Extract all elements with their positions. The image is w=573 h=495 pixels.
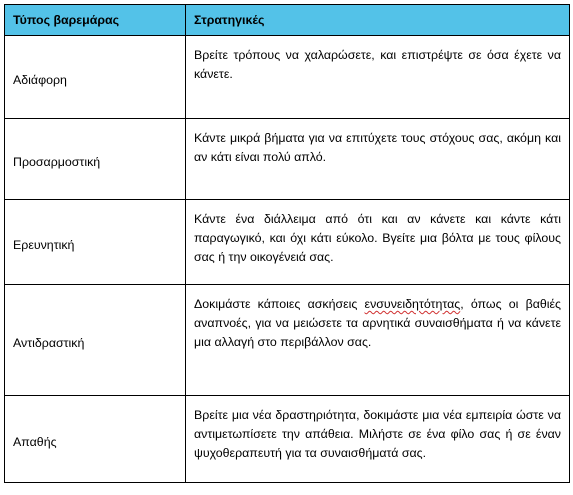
cell-strategy: Βρείτε μια νέα δραστηριότητα, δοκιμάστε μια νέα εμπειρία ώστε να αντιμετωπίσετε την απάθεια. Μιλήστε σε ένα φίλο σας ή σε έναν ψυχοθεραπευτή για τα συναισθήματά σας. [186,396,570,483]
strategy-text-after: , όπως οι βαθιές αναπνοές, για να μειώσετε τα αρνητικά συναισθήματα ή να κάνετε μια αλλαγή στο περιβάλλον σας. [194,297,561,349]
table-row [5,396,570,483]
cell-strategy: Κάντε μικρά βήματα για να επιτύχετε τους στόχους σας, ακόμη και αν κάτι είναι πολύ απλό. [186,119,570,200]
header-strategy: Στρατηγικές [186,5,570,36]
cell-type: Αντιδραστική [5,285,186,396]
cell-strategy: Βρείτε τρόπους να χαλαρώσετε, και επιστρέψτε σε όσα έχετε να κάνετε. [186,36,570,119]
cell-strategy [186,285,570,396]
cell-type: Ερευνητική [5,200,186,285]
table-row [5,285,570,396]
cell-strategy: Κάντε ένα διάλλειμα από ότι και αν κάνετε και κάντε κάτι παραγωγικό, και όχι κάτι εύκολο. Βγείτε μια βόλτα με τους φίλους σας ή την οικογένειά σας. [186,200,570,285]
table-header [5,5,570,36]
document-page [4,4,569,483]
table-row [5,200,570,285]
cell-type: Απαθής [5,396,186,483]
spellcheck-flagged-word[interactable]: ενσυνειδητότητας [364,297,461,311]
header-row [5,5,570,36]
header-type: Τύπος βαρεμάρας [5,5,186,36]
table-body [5,36,570,483]
strategy-text-before: Δοκιμάστε κάποιες ασκήσεις [194,297,365,311]
table-row [5,36,570,119]
cell-type: Προσαρμοστική [5,119,186,200]
boredom-strategies-table [4,4,570,483]
table-row [5,119,570,200]
cell-type: Αδιάφορη [5,36,186,119]
